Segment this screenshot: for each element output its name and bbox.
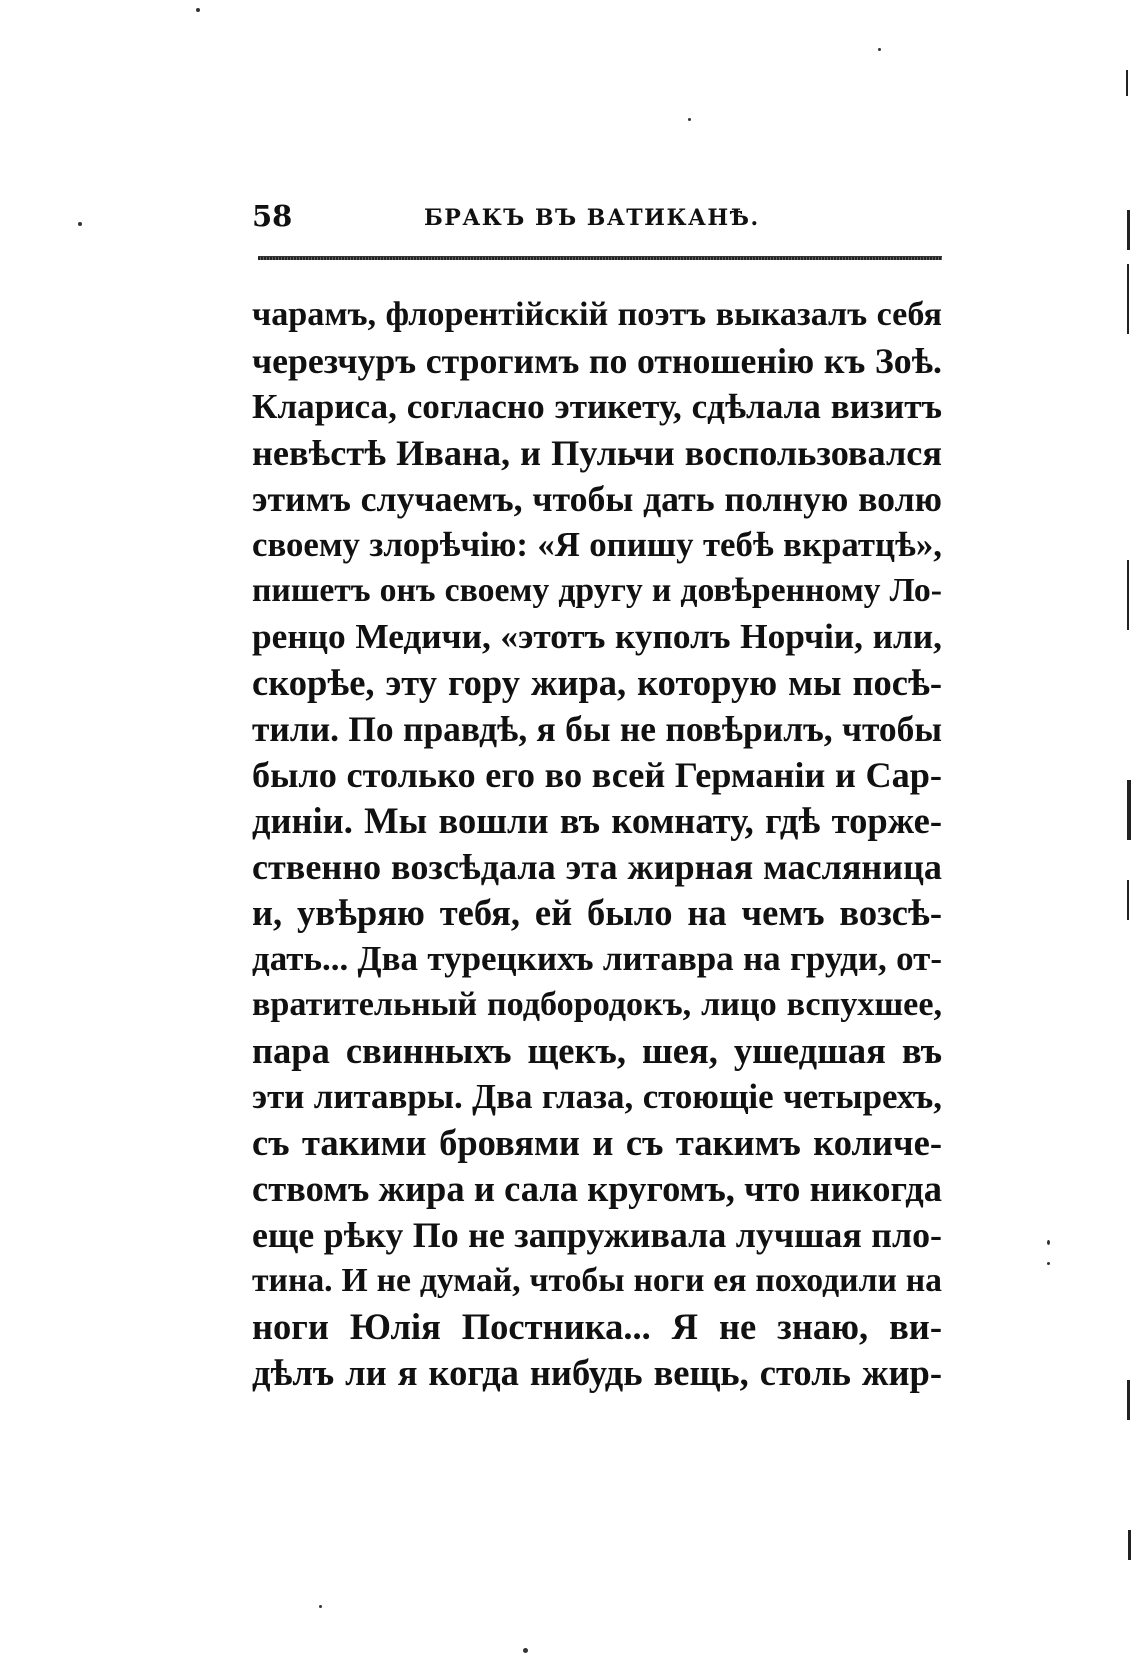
text-line: чарамъ, флорентiйскiй поэтъ выказалъ себя xyxy=(252,296,942,333)
text-line: съ такими бровями и съ такимъ количе- xyxy=(252,1122,942,1163)
text-line: ственно возсѣдала эта жирная масляница xyxy=(252,847,942,887)
text-line: тили. По правдѣ, я бы не повѣрилъ, чтобы xyxy=(252,709,942,749)
scan-speck xyxy=(878,48,881,51)
scan-speck xyxy=(688,118,691,121)
scan-speck xyxy=(78,222,82,226)
text-line: ренцо Медичи, «этотъ куполъ Норчiи, или, xyxy=(252,617,942,656)
scan-speck xyxy=(196,8,200,12)
scan-edge-mark xyxy=(1127,264,1129,334)
text-line: этимъ случаемъ, чтобы дать полную волю xyxy=(252,479,942,519)
text-line: черезчуръ строгимъ по отношенiю къ Зоѣ. xyxy=(252,341,942,381)
text-line: скорѣе, эту гору жира, которую мы посѣ- xyxy=(252,662,942,703)
scan-speck xyxy=(1047,1240,1050,1245)
scan-speck xyxy=(523,1648,528,1653)
text-line: вратительный подбородокъ, лицо вспухшее, xyxy=(252,986,942,1023)
running-title: БРАКЪ ВЪ ВАТИКАНѢ. xyxy=(424,205,760,231)
header-rule xyxy=(258,256,942,260)
text-line: Клариса, согласно этикету, сдѣлала визитъ xyxy=(252,387,942,426)
text-line: и, увѣряю тебя, ей было на чемъ возсѣ- xyxy=(252,892,942,933)
scan-edge-mark xyxy=(1127,1380,1130,1420)
text-line: было столько его во всей Германiи и Сар- xyxy=(252,755,942,795)
text-line: пара свинныхъ щекъ, шея, ушедшая въ xyxy=(252,1030,942,1071)
text-line: дѣлъ ли я когда нибудь вещь, столь жир- xyxy=(252,1352,942,1393)
scan-edge-mark xyxy=(1127,780,1131,840)
text-line: ноги Юлiя Постника... Я не знаю, ви- xyxy=(252,1306,942,1347)
text-line: дать... Два турецкихъ литавра на груди, от- xyxy=(252,939,942,978)
scan-speck xyxy=(319,1605,322,1608)
scan-edge-mark xyxy=(1128,1530,1131,1560)
scan-edge-mark xyxy=(1127,560,1129,630)
text-line: тина. И не думай, чтобы ноги ея походили на xyxy=(252,1262,942,1299)
text-line: своему злорѣчiю: «Я опишу тебѣ вкратцѣ», xyxy=(252,525,942,564)
body-text xyxy=(252,292,942,1396)
scan-edge-mark xyxy=(1126,70,1128,96)
page-number: 58 xyxy=(252,199,293,233)
scan-speck xyxy=(1047,1262,1050,1265)
text-line: ствомъ жира и сала кругомъ, что никогда xyxy=(252,1168,942,1209)
text-line: еще рѣку По не запруживала лучшая пло- xyxy=(252,1215,942,1255)
scan-edge-mark xyxy=(1127,880,1129,920)
scan-edge-mark xyxy=(1127,210,1130,250)
text-line: невѣстѣ Ивана, и Пульчи воспользовался xyxy=(252,433,942,473)
text-line: пишетъ онъ своему другу и довѣренному Ло- xyxy=(252,572,942,609)
running-head xyxy=(252,196,942,236)
text-line: эти литавры. Два глаза, стоющiе четырехъ, xyxy=(252,1077,942,1116)
text-line: динiи. Мы вошли въ комнату, гдѣ торже- xyxy=(252,800,942,841)
